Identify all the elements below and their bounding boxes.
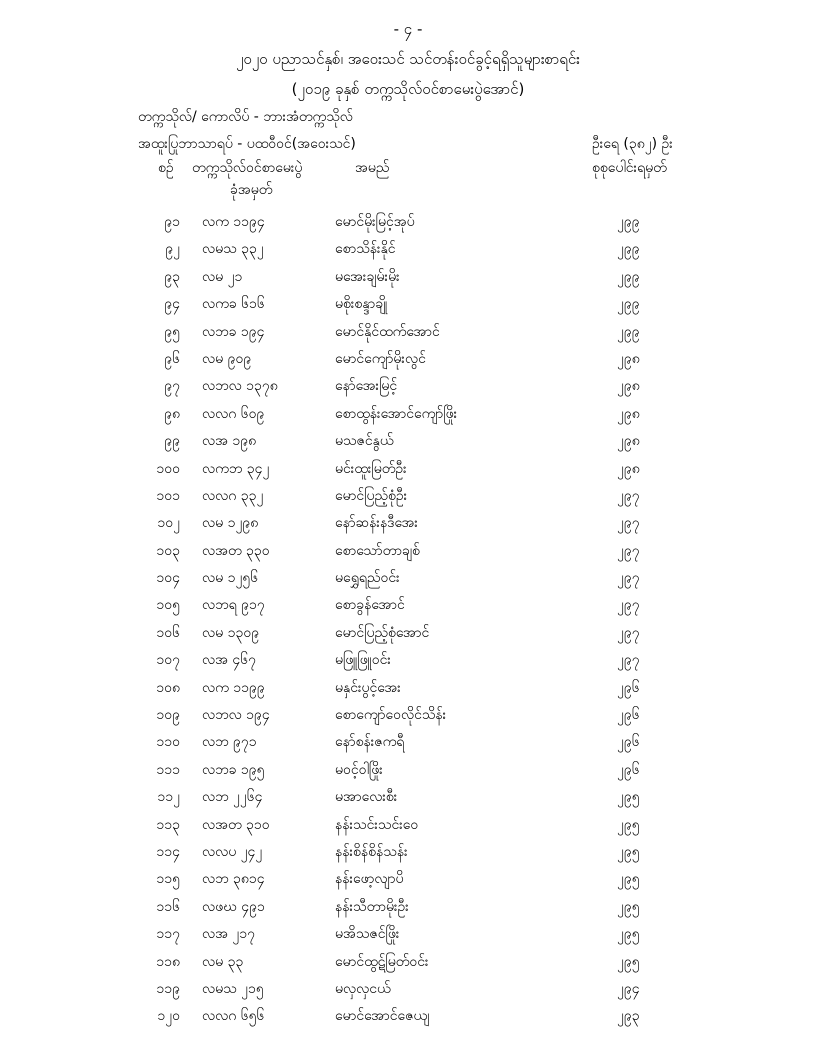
row-total-marks: ၂၉၅ [617,898,640,915]
row-name: စောကျော်ဝေလိုင်သိန်း [335,707,447,724]
row-roll-number: လဘလ ၁၉၄ [202,707,270,724]
table-row [0,263,816,290]
row-serial-no: ၁၀၅ [156,597,180,614]
row-roll-number: လဘခ ၁၉၄ [202,323,265,340]
row-serial-no: ၉၅ [164,323,180,340]
table-row [0,838,816,865]
row-total-marks: ၂၉၉ [617,214,640,230]
row-serial-no: ၁၁၄ [156,843,180,860]
row-name: မအိသဇင်ဖြိုး [335,926,400,943]
row-total-marks: ၂၉၇ [617,515,640,532]
table-row [0,372,816,399]
table-row [0,208,816,235]
row-roll-number: လအ ၁၉၈ [202,433,257,450]
header-roll-number-line2: ခုံအမှတ် [230,182,273,198]
row-name: မောင်မိုးမြင့်အုပ် [335,214,415,230]
row-serial-no: ၁၀၇ [156,652,180,669]
row-name: နန်းသင်းသင်းဝေ [335,816,419,833]
row-name: မောင်ပြည့်စုံဦး [335,487,408,504]
row-roll-number: လဘခ ၁၉၅ [202,761,265,778]
row-name: မအေးချမ်းမိုး [335,268,400,285]
row-name: မောင်နိုင်ထက်အောင် [335,323,440,340]
row-name: နန်းဖော့လျာပိ [335,871,404,888]
row-total-marks: ၂၉၉ [617,241,640,258]
row-roll-number: လမ ၃၃ [202,953,244,970]
table-row [0,290,816,317]
row-total-marks: ၂၉၄ [617,980,640,997]
row-roll-number: လက ၁၁၉၄ [202,214,265,230]
row-total-marks: ၂၉၈ [617,433,640,450]
table-row [0,920,816,947]
row-name: စောခွန်အောင် [335,597,405,614]
row-serial-no: ၁၁၆ [156,898,180,915]
table-row [0,455,816,482]
row-serial-no: ၁၂၀ [157,1008,180,1025]
table-row [0,811,816,838]
row-name: စောသော်တာချစ် [335,542,420,559]
row-serial-no: ၉၈ [164,405,180,422]
table-row [0,1002,816,1029]
table-row [0,893,816,920]
row-roll-number: လဘ ၂၂၆၄ [202,789,263,806]
row-total-marks: ၂၉၇ [617,542,640,559]
row-total-marks: ၂၉၅ [617,926,640,943]
row-name: မောင်ပြည့်စုံအောင် [335,624,430,641]
header-name: အမည် [355,160,390,176]
table-row [0,591,816,618]
table-row [0,948,816,975]
row-total-marks: ၂၉၃ [617,1008,640,1025]
row-total-marks: ၂၉၇ [617,487,640,504]
row-total-marks: ၂၉၇ [617,652,640,669]
row-serial-no: ၁၀၄ [156,570,180,587]
row-roll-number: လလဂ ၆၅၆ [202,1008,265,1025]
row-serial-no: ၁၁၃ [156,816,180,833]
row-name: မစိုးစန္ဒာချို [335,296,388,313]
header-roll-number: တက္ကသိုလ်ဝင်စာမေးပွဲ [192,160,303,176]
table-row [0,975,816,1002]
header-total-marks: စုစုပေါင်းရမှတ် [592,160,667,176]
row-roll-number: လအတ ၃၃၀ [202,542,270,559]
row-serial-no: ၁၁၁ [156,761,180,778]
row-serial-no: ၁၀၉ [156,707,180,724]
row-total-marks: ၂၉၈ [617,405,640,422]
document-subtitle: (၂၀၁၉ ခုနှစ် တက္ကသိုလ်ဝင်စာမေးပွဲအောင်) [291,80,525,98]
row-name: မောင်အောင်ဇေယျ [335,1008,430,1025]
row-roll-number: လကခ ၆၁၆ [202,296,265,313]
results-table [0,208,816,1030]
row-serial-no: ၁၁၈ [156,953,180,970]
row-serial-no: ၉၂ [165,241,180,258]
row-total-marks: ၂၉၈ [617,460,640,477]
table-row [0,235,816,262]
table-row [0,619,816,646]
row-roll-number: လမသ ၂၁၅ [202,980,264,997]
row-name: မောင်ကျော်မိုးလွင် [335,350,426,367]
row-name: မဖြူဖြူဝင်း [335,652,391,669]
subject-line: အထူးပြုဘာသာရပ် - ပထဝီဝင်(အဝေးသင်) [138,136,356,152]
row-roll-number: လလပ ၂၄၂ [202,843,263,860]
row-total-marks: ၂၉၈ [617,350,640,367]
row-total-marks: ၂၉၅ [617,871,640,888]
row-serial-no: ၁၁၅ [156,871,180,888]
row-serial-no: ၁၀၀ [156,460,180,477]
row-total-marks: ၂၉၇ [617,624,640,641]
table-row [0,865,816,892]
row-total-marks: ၂၉၅ [617,789,640,806]
row-serial-no: ၁၀၁ [156,487,180,504]
row-serial-no: ၁၀၈ [156,679,180,696]
row-name: မသဇင်နွယ် [335,433,394,450]
table-row [0,318,816,345]
row-total-marks: ၂၉၇ [617,597,640,614]
table-row [0,756,816,783]
row-serial-no: ၁၀၂ [157,515,180,532]
row-roll-number: လမ ၉၀၉ [202,350,252,367]
row-total-marks: ၂၉၅ [617,816,640,833]
row-roll-number: လမ ၂၁ [202,268,243,285]
row-roll-number: လကဘ ၃၄၂ [202,460,270,477]
table-row [0,564,816,591]
row-roll-number: လဘ ၉၇၁ [202,734,257,751]
row-total-marks: ၂၉၉ [617,323,640,340]
row-total-marks: ၂၉၅ [617,843,640,860]
header-serial-no: စဉ် [158,160,174,176]
row-name: နော်အေးမြင့် [335,378,398,395]
table-row [0,537,816,564]
row-total-marks: ၂၉၆ [617,734,640,751]
row-roll-number: လဘရ ၉၁၇ [202,597,265,614]
row-name: မရွှေရည်ဝင်း [335,570,400,587]
row-name: နော်ဆန်းနဒီအေး [335,515,418,532]
row-total-marks: ၂၉၈ [617,378,640,395]
row-roll-number: လအတ ၃၁၀ [202,816,270,833]
university-line: တက္ကသိုလ်/ ကောလိပ် - ဘားအံတက္ကသိုလ် [138,109,353,125]
row-roll-number: လဖဃ ၄၉၁ [202,898,265,915]
row-serial-no: ၉၇ [164,378,180,395]
row-name: နန်းစိန်စိန်သန်း [335,843,408,860]
row-roll-number: လမ ၁၂၉၈ [202,515,259,532]
row-roll-number: လမ ၁၃၀၉ [202,624,260,641]
row-roll-number: လလဂ ၆၀၉ [202,405,265,422]
table-row [0,427,816,454]
table-row [0,345,816,372]
row-name: နန်းသီတာမိုးဦး [335,898,409,915]
row-serial-no: ၉၃ [164,268,180,285]
row-name: မင်းထူးမြတ်ဦး [335,460,407,477]
row-roll-number: လက ၁၁၉၉ [202,679,265,696]
table-row [0,646,816,673]
table-row [0,728,816,755]
row-roll-number: လဘလ ၁၃၇၈ [202,378,278,395]
table-row [0,509,816,536]
row-name: မဝင့်ဝါဖြိုး [335,761,383,778]
table-row [0,400,816,427]
table-row [0,482,816,509]
row-name: မလှလှငယ် [335,980,391,997]
row-serial-no: ၉၄ [164,296,180,313]
row-total-marks: ၂၉၆ [617,679,640,696]
document-title: ၂၀၂၀ ပညာသင်နှစ်၊ အဝေးသင် သင်တန်းဝင်ခွင့်ရရှိသူများစာရင်း [236,50,580,68]
row-name: စောသိန်းနိုင် [335,241,396,258]
row-total-marks: ၂၉၇ [617,570,640,587]
row-total-marks: ၂၉၆ [617,761,640,778]
row-serial-no: ၉၉ [164,433,180,450]
total-count: ဦးရေ (၃၈၂) ဦး [592,136,673,152]
row-serial-no: ၉၆ [164,350,180,367]
table-row [0,783,816,810]
row-serial-no: ၁၀၆ [156,624,180,641]
row-total-marks: ၂၉၉ [617,296,640,313]
row-roll-number: လမ ၁၂၅၆ [202,570,259,587]
row-name: စောထွန်းအောင်ကျော်ဖြိုး [335,405,458,422]
row-name: မောင်ထွဋ်မြတ်ဝင်း [335,953,429,970]
table-row [0,701,816,728]
row-roll-number: လမသ ၃၃၂ [202,241,264,258]
row-roll-number: လဘ ၃၈၁၄ [202,871,265,888]
row-name: မနှင်းပွင့်အေး [335,679,401,696]
row-roll-number: လအ ၂၁၇ [202,926,256,943]
row-roll-number: လအ ၄၆၇ [202,652,257,669]
row-serial-no: ၁၁၂ [157,789,180,806]
row-name: နော်စန်းဇကရီ [335,734,405,751]
row-total-marks: ၂၉၆ [617,707,640,724]
row-serial-no: ၁၁၉ [156,980,180,997]
row-total-marks: ၂၉၅ [617,953,640,970]
row-total-marks: ၂၉၉ [617,268,640,285]
page-number: - ၄ - [393,20,423,38]
row-name: မအာလေးစီး [335,789,398,806]
row-serial-no: ၁၀၃ [156,542,180,559]
table-row [0,674,816,701]
row-roll-number: လလဂ ၃၃၂ [202,487,264,504]
row-serial-no: ၉၁ [164,214,180,230]
row-serial-no: ၁၁၀ [156,734,180,751]
row-serial-no: ၁၁၇ [156,926,180,943]
